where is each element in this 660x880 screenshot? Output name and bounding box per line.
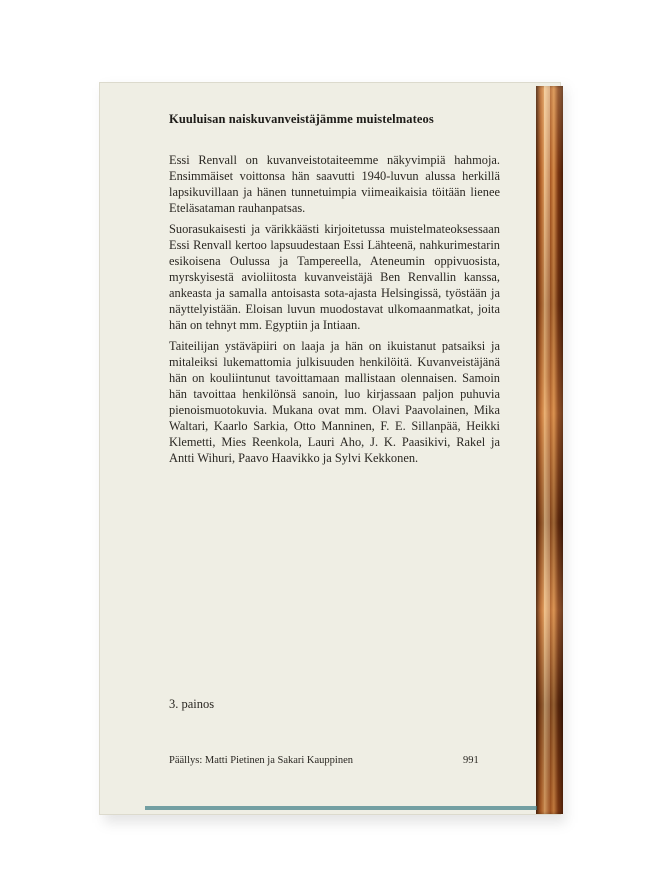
blurb-paragraph-1: Essi Renvall on kuvanveistotaiteemme näkyvimpiä hahmoja. Ensimmäiset voittonsa hän saavutti 1940-luvun alussa herkillä lapsikuvillaan ja hänen tunnetuimpia viimeaikaisia töitään lienee Eteläsataman rauhanpatsas. bbox=[169, 153, 500, 215]
cover-bottom-edge bbox=[145, 806, 537, 810]
edition-label: 3. painos bbox=[169, 697, 215, 711]
blurb-text bbox=[169, 152, 500, 471]
blurb-paragraph-2: Suorasukaisesti ja värikkäästi kirjoitetussa muistelmateoksessaan Essi Renvall kertoo lapsuudestaan Essi Lähteenä, nahkurimestarin esikoisena Oulussa ja Tampereella, Ateneumin oppivuosista, myrskyisestä avioliitosta kuvanveistäjä Ben Renvallin kanssa, ankeasta ja samalla antoisasta sota-ajasta Helsingissä, työstään ja näyttelyistään. Eloisan luvun muodostavat ulkomaanmatkat, joita hän on tehnyt mm. Egyptiin ja Intiaan. bbox=[169, 222, 500, 332]
catalog-code: 991 bbox=[463, 755, 479, 766]
blurb-paragraph-3: Taiteilijan ystäväpiiri on laaja ja hän on ikuistanut patsaiksi ja mitaleiksi lukemattomia julkisuuden henkilöitä. Kuvanveistäjänä hän on kouliintunut tavoittamaan mallistaan olennaisen. Samoin hän tavoittaa henkilönsä sanoin, luo kirjassaan paljon puhuvia pienoismuotokuvia. Mukana ovat mm. Olavi Paavolainen, Mika Waltari, Kaarlo Sarkia, Otto Manninen, F. E. Sillanpää, Heikki Klemetti, Mies Reenkola, Lauri Aho, J. K. Paasikivi, Rakel ja Antti Wihuri, Paavo Haavikko ja Sylvi Kekkonen. bbox=[169, 339, 500, 465]
cover-credits: Päällys: Matti Pietinen ja Sakari Kauppinen bbox=[169, 755, 354, 766]
blurb-heading: Kuuluisan naiskuvanveistäjämme muistelmateos bbox=[169, 112, 434, 126]
spine-highlight bbox=[544, 86, 550, 814]
